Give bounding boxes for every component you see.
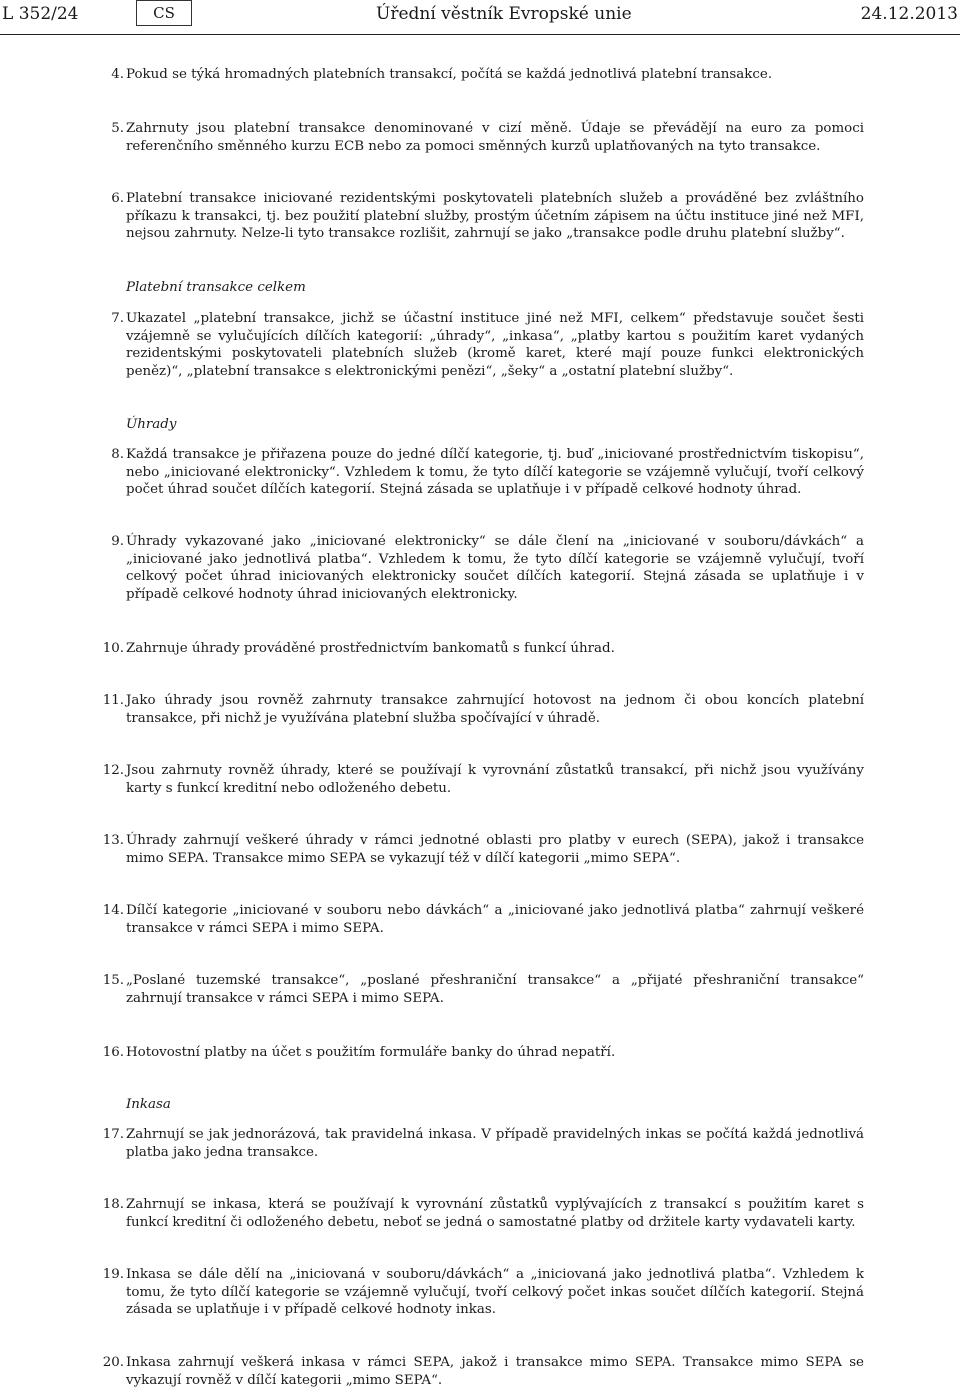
paragraph-19	[96, 1266, 864, 1319]
paragraph-number: 17.	[102, 1127, 124, 1142]
paragraph-number: 13.	[102, 833, 124, 848]
paragraph-18	[96, 1196, 864, 1231]
paragraph-text: Zahrnují se inkasa, která se používají k vyrovnání zůstatků vyplývajících z transakcí s použitím karet s funkcí kreditní či odloženého debetu, neboť se jedná o samostatné platby od držitele karty vydavateli karty.	[126, 1197, 864, 1230]
paragraph-14	[96, 902, 864, 937]
paragraph-text: Úhrady zahrnují veškeré úhrady v rámci jednotné oblasti pro platby v eurech (SEPA), jakož i transakce mimo SEPA. Transakce mimo SEPA se vykazují též v dílčí kategorii „mimo SEPA“.	[126, 833, 864, 866]
paragraph-9	[96, 533, 864, 603]
paragraph-text: Inkasa zahrnují veškerá inkasa v rámci SEPA, jakož i transakce mimo SEPA. Transakce mimo SEPA se vykazují rovněž v dílčí kategorii „mimo SEPA“.	[126, 1355, 864, 1388]
paragraph-text: Zahrnují se jak jednorázová, tak pravidelná inkasa. V případě pravidelných inkas se počítá každá jednotlivá platba jako jedna transakce.	[126, 1127, 864, 1160]
paragraph-text: „Poslané tuzemské transakce“, „poslané přeshraniční transakce“ a „přijaté přeshraniční transakce“ zahrnují transakce v rámci SEPA i mimo SEPA.	[126, 973, 864, 1006]
paragraph-12	[96, 762, 864, 797]
paragraph-10	[96, 640, 864, 658]
paragraph-17	[96, 1126, 864, 1161]
paragraph-text: Každá transakce je přiřazena pouze do jedné dílčí kategorie, tj. buď „iniciované prostřednictvím tiskopisu“, nebo „iniciované elektronicky“. Vzhledem k tomu, že tyto dílčí kategorie se vzájemně vylučují, tvoří celkový počet úhrad součet dílčích kategorií. Stejná zásada se uplatňuje i v případě celkové hodnoty úhrad.	[126, 447, 864, 498]
section-heading-transfers: Úhrady	[126, 417, 177, 432]
paragraph-number: 15.	[102, 973, 124, 988]
paragraph-8	[96, 446, 864, 499]
paragraph-number: 8.	[111, 447, 124, 462]
paragraph-number: 6.	[111, 191, 124, 206]
paragraph-number: 10.	[102, 641, 124, 656]
paragraph-number: 4.	[111, 67, 124, 82]
paragraph-number: 14.	[102, 903, 124, 918]
journal-title: Úřední věstník Evropské unie	[376, 4, 632, 24]
publication-date: 24.12.2013	[860, 4, 958, 24]
paragraph-5	[96, 120, 864, 155]
language-badge: CS	[136, 0, 192, 26]
paragraph-6	[96, 190, 864, 243]
section-heading-debits: Inkasa	[126, 1097, 171, 1112]
paragraph-text: Jsou zahrnuty rovněž úhrady, které se používají k vyrovnání zůstatků transakcí, při nichž jsou využívány karty s funkcí kreditní nebo odloženého debetu.	[126, 763, 864, 796]
paragraph-text: Dílčí kategorie „iniciované v souboru nebo dávkách“ a „iniciované jako jednotlivá platba“ zahrnují veškeré transakce v rámci SEPA i mimo SEPA.	[126, 903, 864, 936]
paragraph-number: 18.	[102, 1197, 124, 1212]
paragraph-text: Platební transakce iniciované rezidentskými poskytovateli platebních služeb a prováděné bez zvláštního příkazu k transakci, tj. bez použití platební služby, prostým účetním zápisem na účtu instituce jiné než MFI, nejsou zahrnuty. Nelze-li tyto transakce rozlišit, zahrnují se jako „transakce podle druhu platební služby“.	[126, 191, 864, 242]
paragraph-number: 9.	[111, 534, 124, 549]
paragraph-text: Ukazatel „platební transakce, jichž se účastní instituce jiné než MFI, celkem“ představuje součet šesti vzájemně se vylučujících dílčích kategorií: „úhrady“, „inkasa“, „platby kartou s použitím karet vydaných rezidentskými poskytovateli platebních služeb (kromě karet, které mají pouze funkci elektronických peněz)“, „platební transakce s elektronickými penězi“, „šeky“ a „ostatní platební služby“.	[126, 311, 864, 379]
paragraph-text: Inkasa se dále dělí na „iniciovaná v souboru/dávkách“ a „iniciovaná jako jednotlivá platba“. Vzhledem k tomu, že tyto dílčí kategorie se vzájemně vylučují, tvoří celkový počet inkas součet dílčích kategorií. Stejná zásada se uplatňuje i v případě celkové hodnoty inkas.	[126, 1267, 864, 1318]
paragraph-number: 11.	[102, 693, 124, 708]
paragraph-number: 16.	[102, 1045, 124, 1060]
paragraph-text: Zahrnuje úhrady prováděné prostřednictvím bankomatů s funkcí úhrad.	[126, 641, 615, 656]
paragraph-20	[96, 1354, 864, 1389]
paragraph-text: Jako úhrady jsou rovněž zahrnuty transakce zahrnující hotovost na jednom či obou koncích platební transakce, při nichž je využívána platební služba spočívající v úhradě.	[126, 693, 864, 726]
paragraph-text: Pokud se týká hromadných platebních transakcí, počítá se každá jednotlivá platební transakce.	[126, 67, 773, 82]
paragraph-number: 5.	[111, 121, 124, 136]
paragraph-15	[96, 972, 864, 1007]
paragraph-16	[96, 1044, 864, 1062]
paragraph-number: 7.	[111, 311, 124, 326]
page-header	[0, 0, 960, 35]
paragraph-number: 19.	[102, 1267, 124, 1282]
paragraph-4	[96, 66, 864, 84]
paragraph-number: 12.	[102, 763, 124, 778]
paragraph-11	[96, 692, 864, 727]
paragraph-text: Zahrnuty jsou platební transakce denominované v cizí měně. Údaje se převádějí na euro za pomoci referenčního směnného kurzu ECB nebo za pomoci směnných kurzů uplatňovaných na tyto transakce.	[126, 121, 864, 154]
paragraph-text: Úhrady vykazované jako „iniciované elektronicky“ se dále člení na „iniciované v souboru/dávkách“ a „iniciované jako jednotlivá platba“. Vzhledem k tomu, že tyto dílčí kategorie se vzájemně vylučují, tvoří celkový počet úhrad iniciovaných elektronicky součet dílčích kategorií. Stejná zásada se uplatňuje i v případě celkové hodnoty úhrad iniciovaných elektronicky.	[126, 534, 864, 602]
section-heading-total: Platební transakce celkem	[126, 280, 306, 295]
paragraph-text: Hotovostní platby na účet s použitím formuláře banky do úhrad nepatří.	[126, 1045, 616, 1060]
paragraph-13	[96, 832, 864, 867]
page-reference: L 352/24	[2, 4, 79, 24]
paragraph-7	[96, 310, 864, 380]
paragraph-number: 20.	[102, 1355, 124, 1370]
